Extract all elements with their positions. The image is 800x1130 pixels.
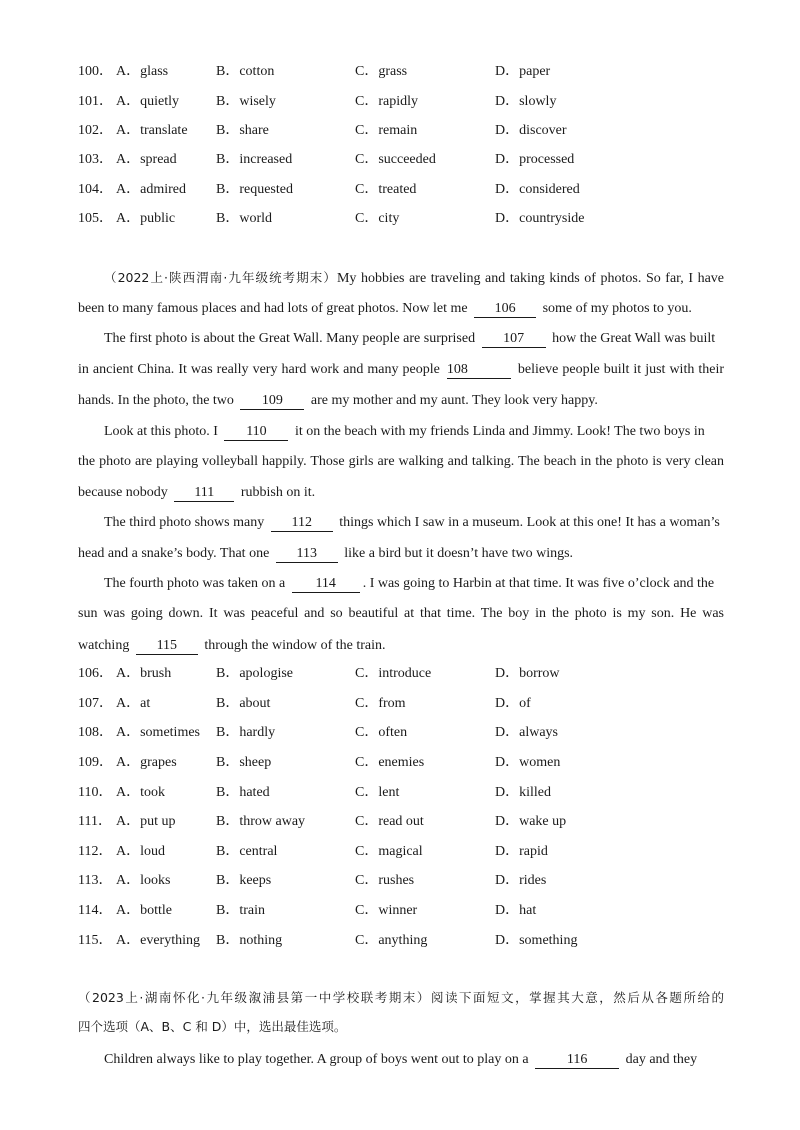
option-d: D．of [495,696,531,711]
passage-line: in ancient China. It was really very hard work and many people 108 believe people built it just with their [78,362,725,377]
question-row [78,664,758,684]
option-b: B．share [216,123,269,138]
blank-108: 108 [447,362,511,379]
option-a: A．admired [116,182,186,197]
blank-107: 107 [482,331,546,348]
option-b: B．about [216,696,271,711]
passage-line: been to many famous places and had lots of great photos. Now let me 106 some of my photos to you. [78,301,692,316]
passage-line: Look at this photo. I 110 it on the beach with my friends Linda and Jimmy. Look! The two boys in [104,424,705,439]
option-b: B．increased [216,152,293,167]
question-number: 114． [78,903,113,918]
question-number: 105． [78,211,113,226]
passage-line: （2022上·陕西渭南·九年级统考期末）My hobbies are traveling and taking kinds of photos. So far, I have [104,270,725,286]
question-number: 111． [78,814,112,829]
blank-110: 110 [224,424,288,441]
option-a: A．at [116,696,151,711]
option-b: B．hated [216,785,270,800]
blank-114: 114 [292,576,360,593]
option-b: B．throw away [216,814,306,829]
question-row [78,931,758,951]
question-row [78,783,758,803]
option-b: B．apologise [216,666,293,681]
question-number: 104． [78,182,113,197]
option-a: A．quietly [116,94,179,109]
option-a: A．grapes [116,755,177,770]
option-a: A．loud [116,844,165,859]
option-c: C．introduce [355,666,432,681]
option-b: B．train [216,903,265,918]
question-number: 107． [78,696,113,711]
option-c: C．anything [355,933,428,948]
blank-106: 106 [474,301,536,318]
passage-line: because nobody 111 rubbish on it. [78,485,316,500]
question-row [78,723,758,743]
question-number: 112． [78,844,113,859]
passage-source: （2022上·陕西渭南·九年级统考期末） [104,270,337,285]
option-d: D．hat [495,903,537,918]
option-c: C．from [355,696,406,711]
option-b: B．central [216,844,278,859]
question-row [78,121,758,141]
question-row [78,150,758,170]
option-b: B．wisely [216,94,276,109]
option-c: C．magical [355,844,423,859]
option-c: C．winner [355,903,418,918]
option-a: A．spread [116,152,177,167]
option-a: A．looks [116,873,171,888]
option-d: D．paper [495,64,551,79]
passage-line: The third photo shows many 112 things which I saw in a museum. Look at this one! It has a woman’s [104,515,720,530]
blank-109: 109 [240,393,304,410]
passage-line: hands. In the photo, the two 109 are my mother and my aunt. They look very happy. [78,393,598,408]
passage-line: watching 115 through the window of the train. [78,638,386,653]
option-a: A．glass [116,64,169,79]
question-row [78,812,758,832]
option-a: A．sometimes [116,725,200,740]
option-c: C．city [355,211,400,226]
question-row [78,753,758,773]
option-b: B．nothing [216,933,283,948]
option-c: C．grass [355,64,408,79]
passage-line: The first photo is about the Great Wall. Many people are surprised 107 how the Great Wall was built [104,331,716,346]
option-c: C．often [355,725,408,740]
option-d: D．women [495,755,561,770]
blank-111: 111 [174,485,234,502]
question-row [78,92,758,112]
option-c: C．remain [355,123,418,138]
option-d: D．countryside [495,211,585,226]
option-a: A．bottle [116,903,172,918]
option-c: C．enemies [355,755,425,770]
question-number: 115． [78,933,113,948]
option-d: D．always [495,725,558,740]
option-b: B．requested [216,182,293,197]
question-row [78,209,758,229]
option-a: A．everything [116,933,200,948]
option-d: D．rapid [495,844,548,859]
option-c: C．succeeded [355,152,436,167]
question-row [78,694,758,714]
question-number: 109． [78,755,113,770]
question-row [78,180,758,200]
option-c: C．lent [355,785,400,800]
option-a: A．public [116,211,176,226]
option-c: C．read out [355,814,424,829]
option-d: D．processed [495,152,575,167]
option-d: D．slowly [495,94,557,109]
option-d: D．killed [495,785,551,800]
blank-113: 113 [276,546,338,563]
option-c: C．rushes [355,873,415,888]
option-c: C．rapidly [355,94,418,109]
passage-line: Children always like to play together. A group of boys went out to play on a 116 day and they [104,1052,698,1067]
passage-line: the photo are playing volleyball happily. Those girls are walking and talking. The beach in the photo is very clean [78,454,724,469]
question-number: 108． [78,725,113,740]
passage-line: head and a snake’s body. That one 113 like a bird but it doesn’t have two wings. [78,546,574,561]
question-number: 100． [78,64,113,79]
passage-line: The fourth photo was taken on a 114 . I was going to Harbin at that time. It was five o’clock and the [104,576,715,591]
option-d: D．considered [495,182,580,197]
option-d: D．rides [495,873,547,888]
option-d: D．wake up [495,814,567,829]
option-d: D．borrow [495,666,560,681]
question-number: 103． [78,152,113,167]
option-b: B．hardly [216,725,276,740]
passage-instructions: 四个选项（A、B、C 和 D）中，选出最佳选项。 [78,1019,347,1034]
question-number: 110． [78,785,113,800]
option-b: B．cotton [216,64,275,79]
question-row [78,62,758,82]
blank-112: 112 [271,515,333,532]
option-d: D．something [495,933,578,948]
option-a: A．brush [116,666,172,681]
question-number: 113． [78,873,113,888]
passage-line: sun was going down. It was peaceful and so beautiful at that time. The boy in the photo is my son. He was [78,606,724,621]
blank-116: 116 [535,1052,619,1069]
question-row [78,871,758,891]
option-d: D．discover [495,123,567,138]
question-row [78,901,758,921]
question-number: 102． [78,123,113,138]
option-c: C．treated [355,182,417,197]
blank-115: 115 [136,638,198,655]
passage-instructions: （2023上·湖南怀化·九年级溆浦县第一中学校联考期末）阅读下面短文，掌握其大意，然后从各题所给的 [78,990,724,1005]
question-row [78,842,758,862]
option-a: A．took [116,785,165,800]
option-b: B．keeps [216,873,272,888]
question-number: 101． [78,94,113,109]
option-a: A．translate [116,123,188,138]
option-b: B．world [216,211,272,226]
option-b: B．sheep [216,755,272,770]
option-a: A．put up [116,814,176,829]
question-number: 106． [78,666,113,681]
